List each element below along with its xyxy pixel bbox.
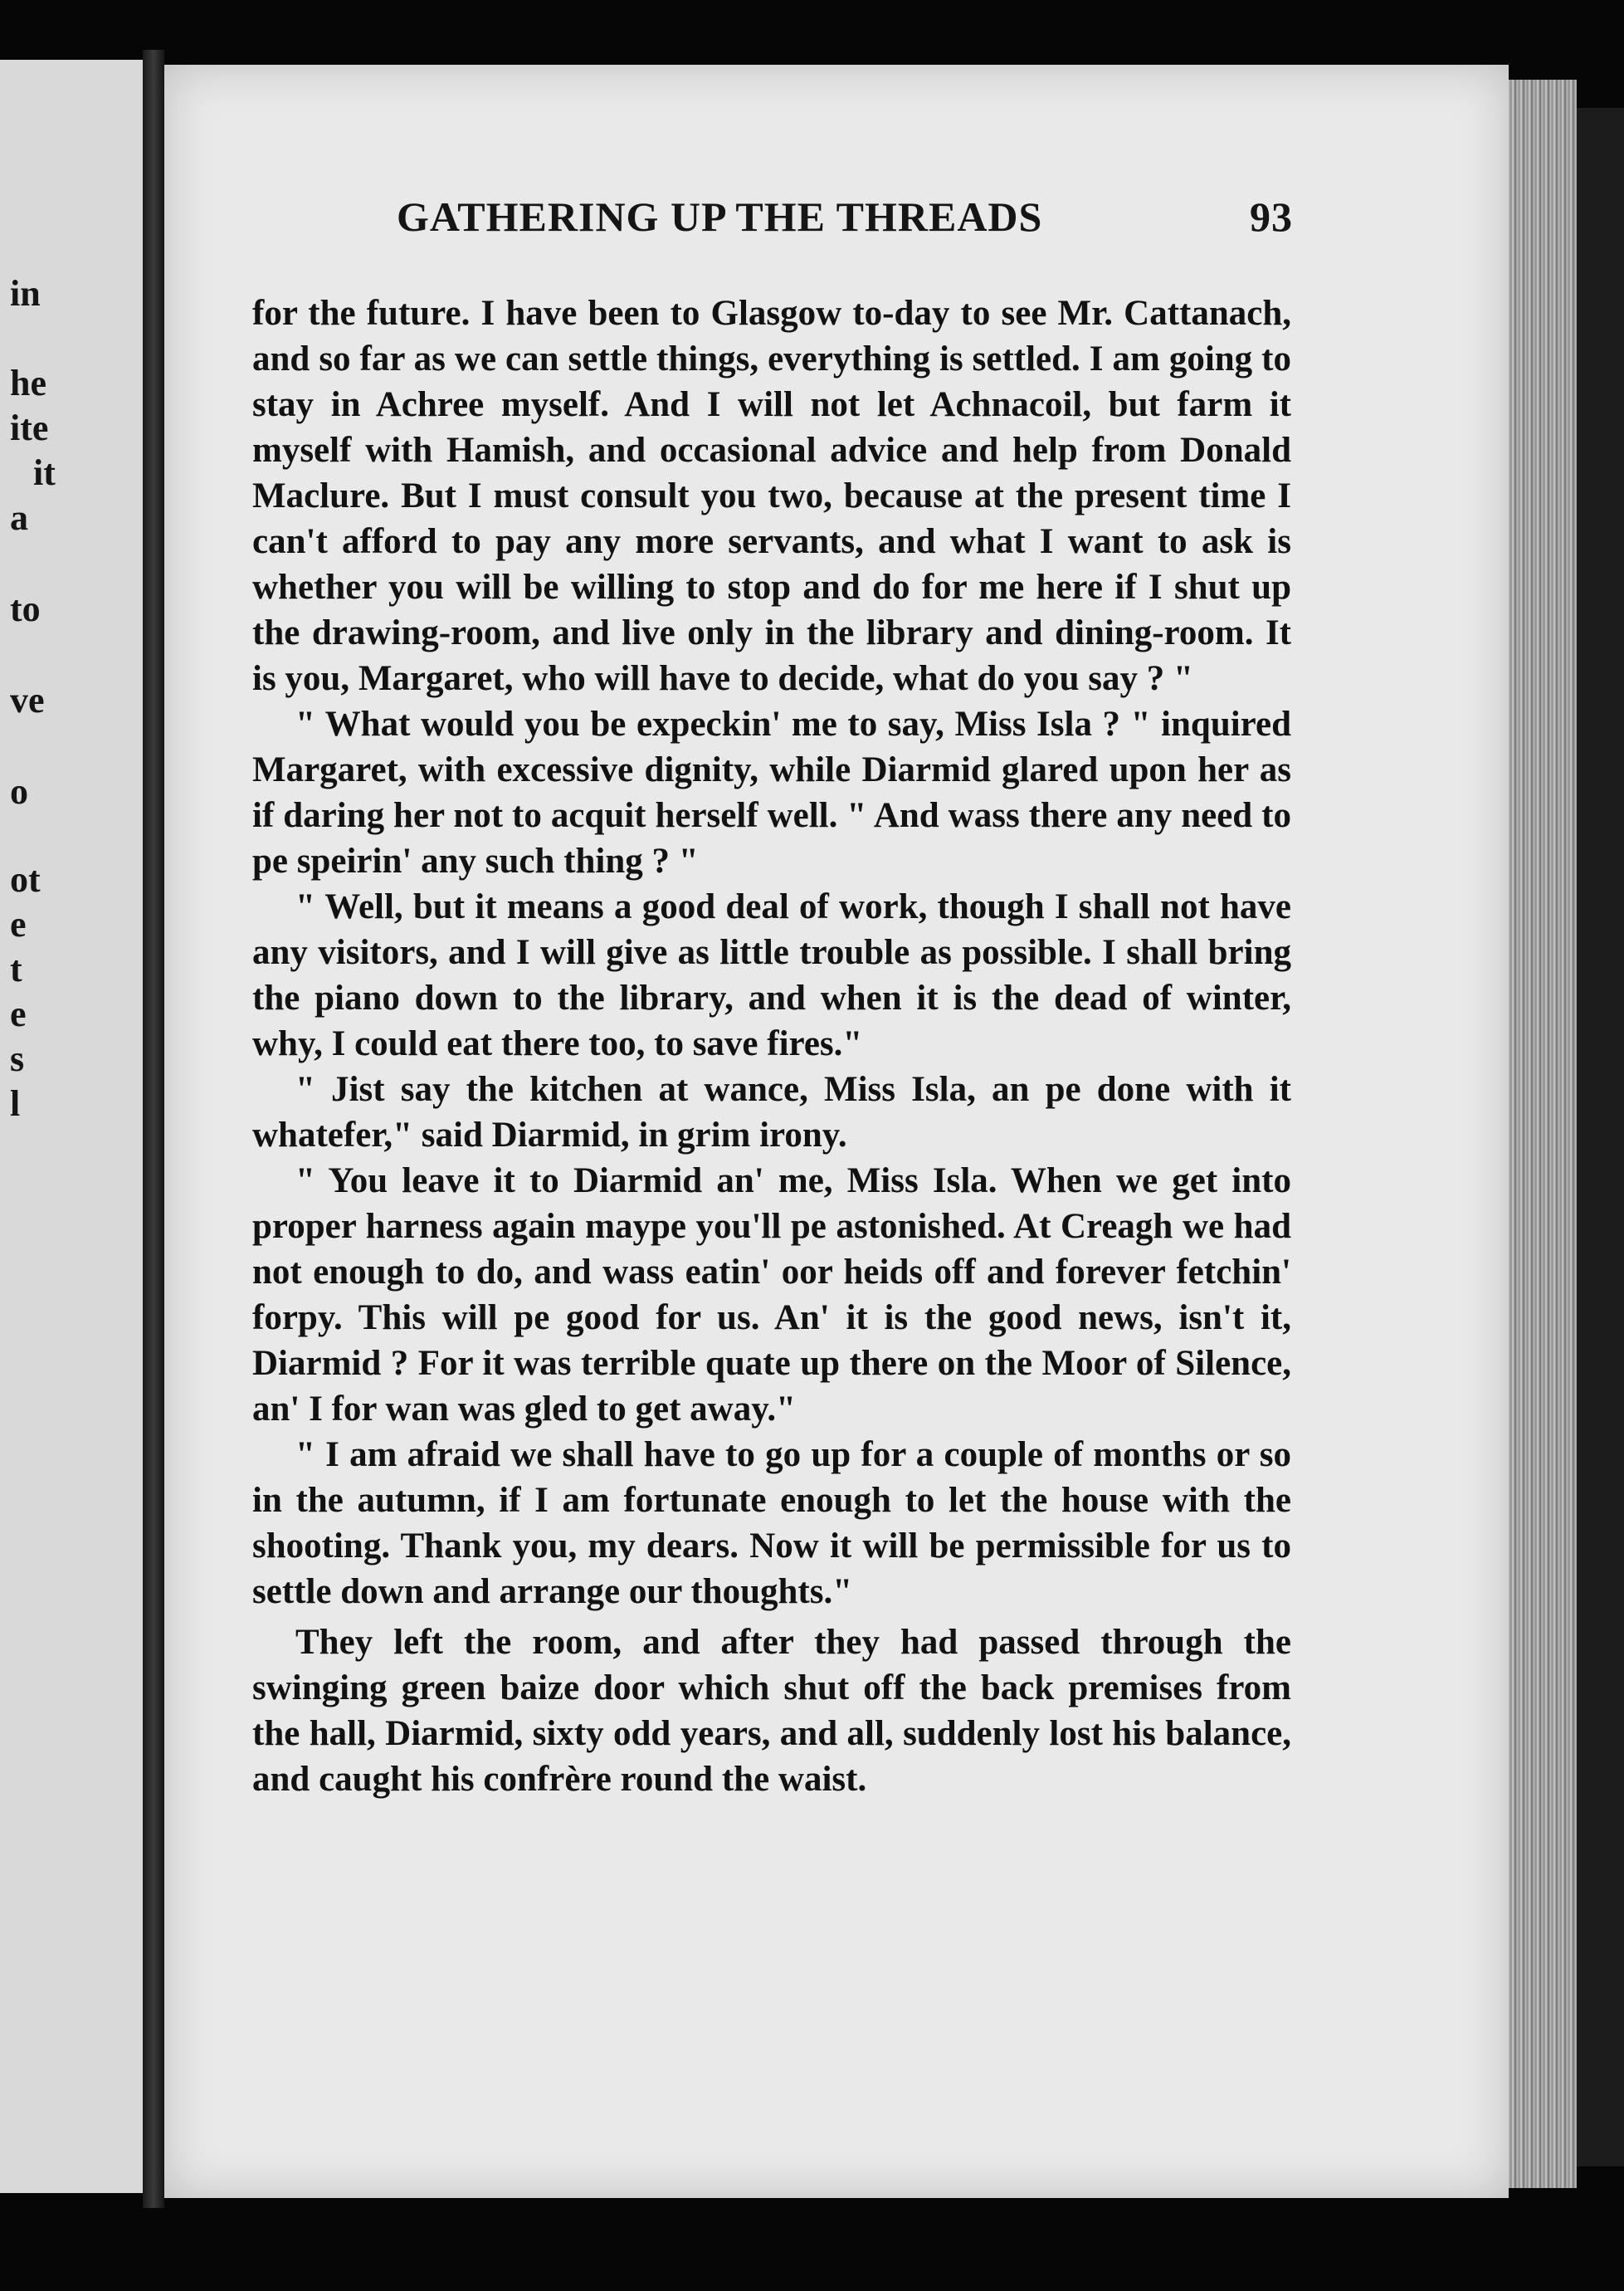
paragraph: for the future. I have been to Glasgow to-day to see Mr. Cattanach, and so far as we can settle things, everything is settled. I am going to stay in Achree myself. And I will not let Achnacoil, but farm it myself with Hamish, and occasional advice and help from Donald Maclure. But I must consult you two, because at the present time I can't afford to pay any more servants, and what I want to ask is whether you will be willing to stop and do for me here if I shut up the drawing-room, and live only in the library and dining-room. It is you, Margaret, who will have to decide, what do you say ? " [252,294,1291,698]
left-page-fragment: t [10,949,22,989]
book-gutter [143,50,164,2208]
page-number: 93 [1250,193,1293,240]
paragraph: " What would you be expeckin' me to say, Miss Isla ? " inquired Margaret, with excessive dignity, while Diarmid glared upon her as if daring her not to acquit herself well. " And wass there any need to pe speirin' any such thing ? " [252,705,1291,881]
paragraph: " Well, but it means a good deal of work, though I shall not have any visitors, and I will give as little trouble as possible. I shall bring the piano down to the library, and when it is the dead of winter, why, I could eat there too, to save fires." [252,887,1291,1063]
left-page-fragment: s [10,1038,25,1079]
paragraph: " You leave it to Diarmid an' me, Miss Isla. When we get into proper harness again maype you'll pe astonished. At Creagh we had not enough to do, and wass eatin' oor heids off and forever fetchin' forpy. This will pe good for us. An' it is the good news, isn't it, Diarmid ? For it was terrible quate up there on the Moor of Silence, an' I for wan was gled to get away." [252,1161,1291,1429]
book-cover-edge [1577,108,1624,2166]
left-page-fragment: it [33,452,56,493]
page-text [252,291,1291,1802]
left-page-fragment: in [10,273,41,314]
left-page-fragment: to [10,589,41,629]
paragraph: " I am afraid we shall have to go up for a couple of months or so in the autumn, if I am fortunate enough to let the house with the shooting. Thank you, my dears. Now it will be permissible for us to settle down and arrange our thoughts." [252,1435,1291,1611]
left-page-fragment: ite [10,408,49,448]
left-page-fragment: e [10,904,27,945]
paragraph: They left the room, and after they had passed through the swinging green baize door which shut off the back premises from the hall, Diarmid, sixty odd years, and all, suddenly lost his balance, and caught his confrère round the waist. [252,1623,1291,1799]
left-facing-page [0,60,148,2193]
left-page-fragment: l [10,1083,21,1124]
running-head [231,193,1293,241]
left-page-fragment: ve [10,680,45,721]
page-fore-edge [1509,80,1577,2188]
left-page-fragment: a [10,497,28,538]
left-page-fragment: he [10,363,46,403]
paragraph: " Jist say the kitchen at wance, Miss Isla, an pe done with it whatefer," said Diarmid, in grim irony. [252,1070,1291,1155]
left-page-fragment: ot [10,859,41,900]
left-page-fragment: o [10,771,28,812]
running-head-title: GATHERING UP THE THREADS [397,193,1043,240]
left-page-fragment: e [10,994,27,1034]
